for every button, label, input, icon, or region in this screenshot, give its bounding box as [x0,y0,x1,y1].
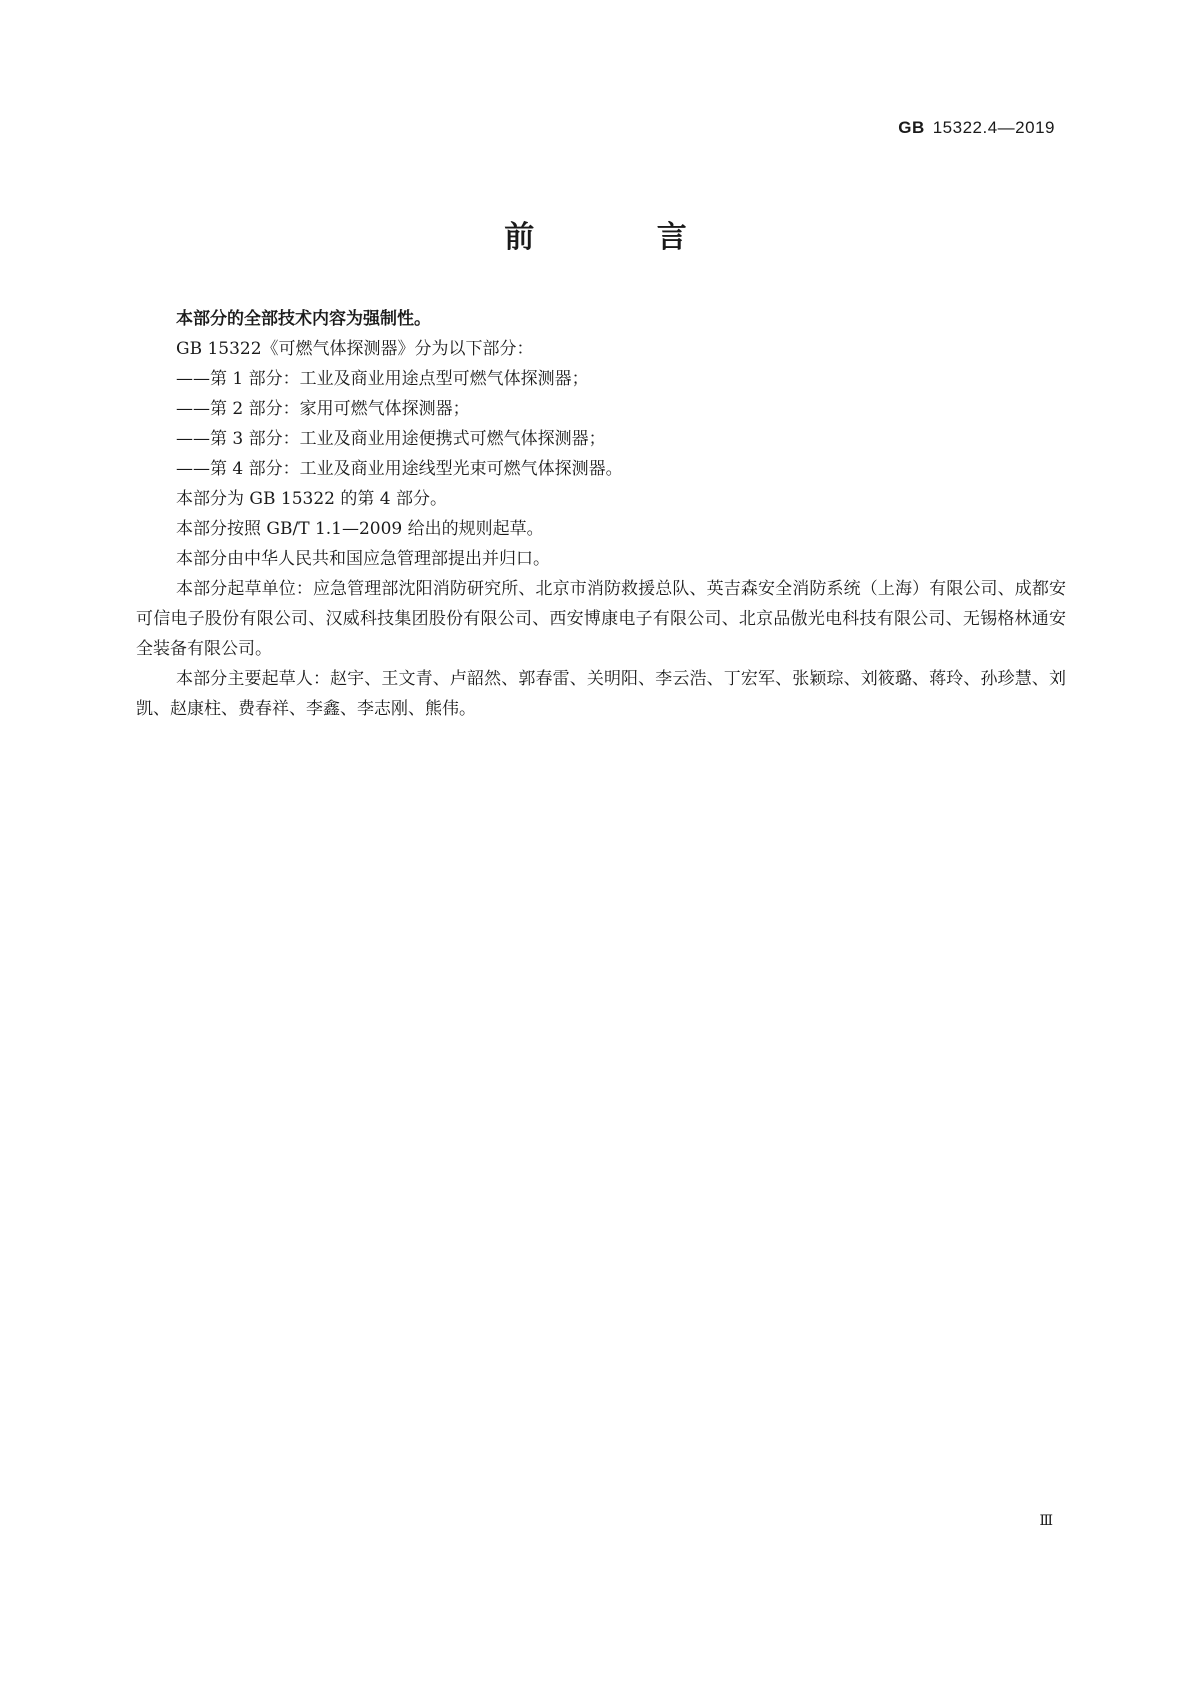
drafting-rules: 本部分按照 GB/T 1.1—2009 给出的规则起草。 [176,519,544,539]
part-3-item: ——第 3 部分：工业及商业用途便携式可燃气体探测器； [176,429,606,449]
page-number: Ⅲ [1039,1513,1053,1529]
standard-prefix: GB [898,118,925,137]
parts-intro: GB 15322《可燃气体探测器》分为以下部分： [176,339,534,359]
part-1-item: ——第 1 部分：工业及商业用途点型可燃气体探测器； [176,369,589,389]
main-drafters: 本部分主要起草人：赵宇、王文青、卢韶然、郭春雷、关明阳、李云浩、丁宏军、张颖琮、刘筱璐、蒋玲、孙珍慧、刘凯、赵康柱、费春祥、李鑫、李志刚、熊伟。 [136,669,1066,719]
standard-code [898,118,1055,138]
foreword-body [136,304,1066,724]
part-2-item: ——第 2 部分：家用可燃气体探测器； [176,399,470,419]
proposer-statement: 本部分由中华人民共和国应急管理部提出并归口。 [176,549,550,569]
part-4-item: ——第 4 部分：工业及商业用途线型光束可燃气体探测器。 [176,459,623,479]
drafting-units: 本部分起草单位：应急管理部沈阳消防研究所、北京市消防救援总队、英吉森安全消防系统（上海）有限公司、成都安可信电子股份有限公司、汉威科技集团股份有限公司、西安博康电子有限公司、北京品傲光电科技有限公司、无锡格林通安全装备有限公司。 [136,579,1066,659]
mandatory-statement: 本部分的全部技术内容为强制性。 [176,309,431,329]
page-title: 前 言 [504,220,743,255]
part-statement: 本部分为 GB 15322 的第 4 部分。 [176,489,447,509]
standard-number: 15322.4—2019 [932,118,1055,137]
